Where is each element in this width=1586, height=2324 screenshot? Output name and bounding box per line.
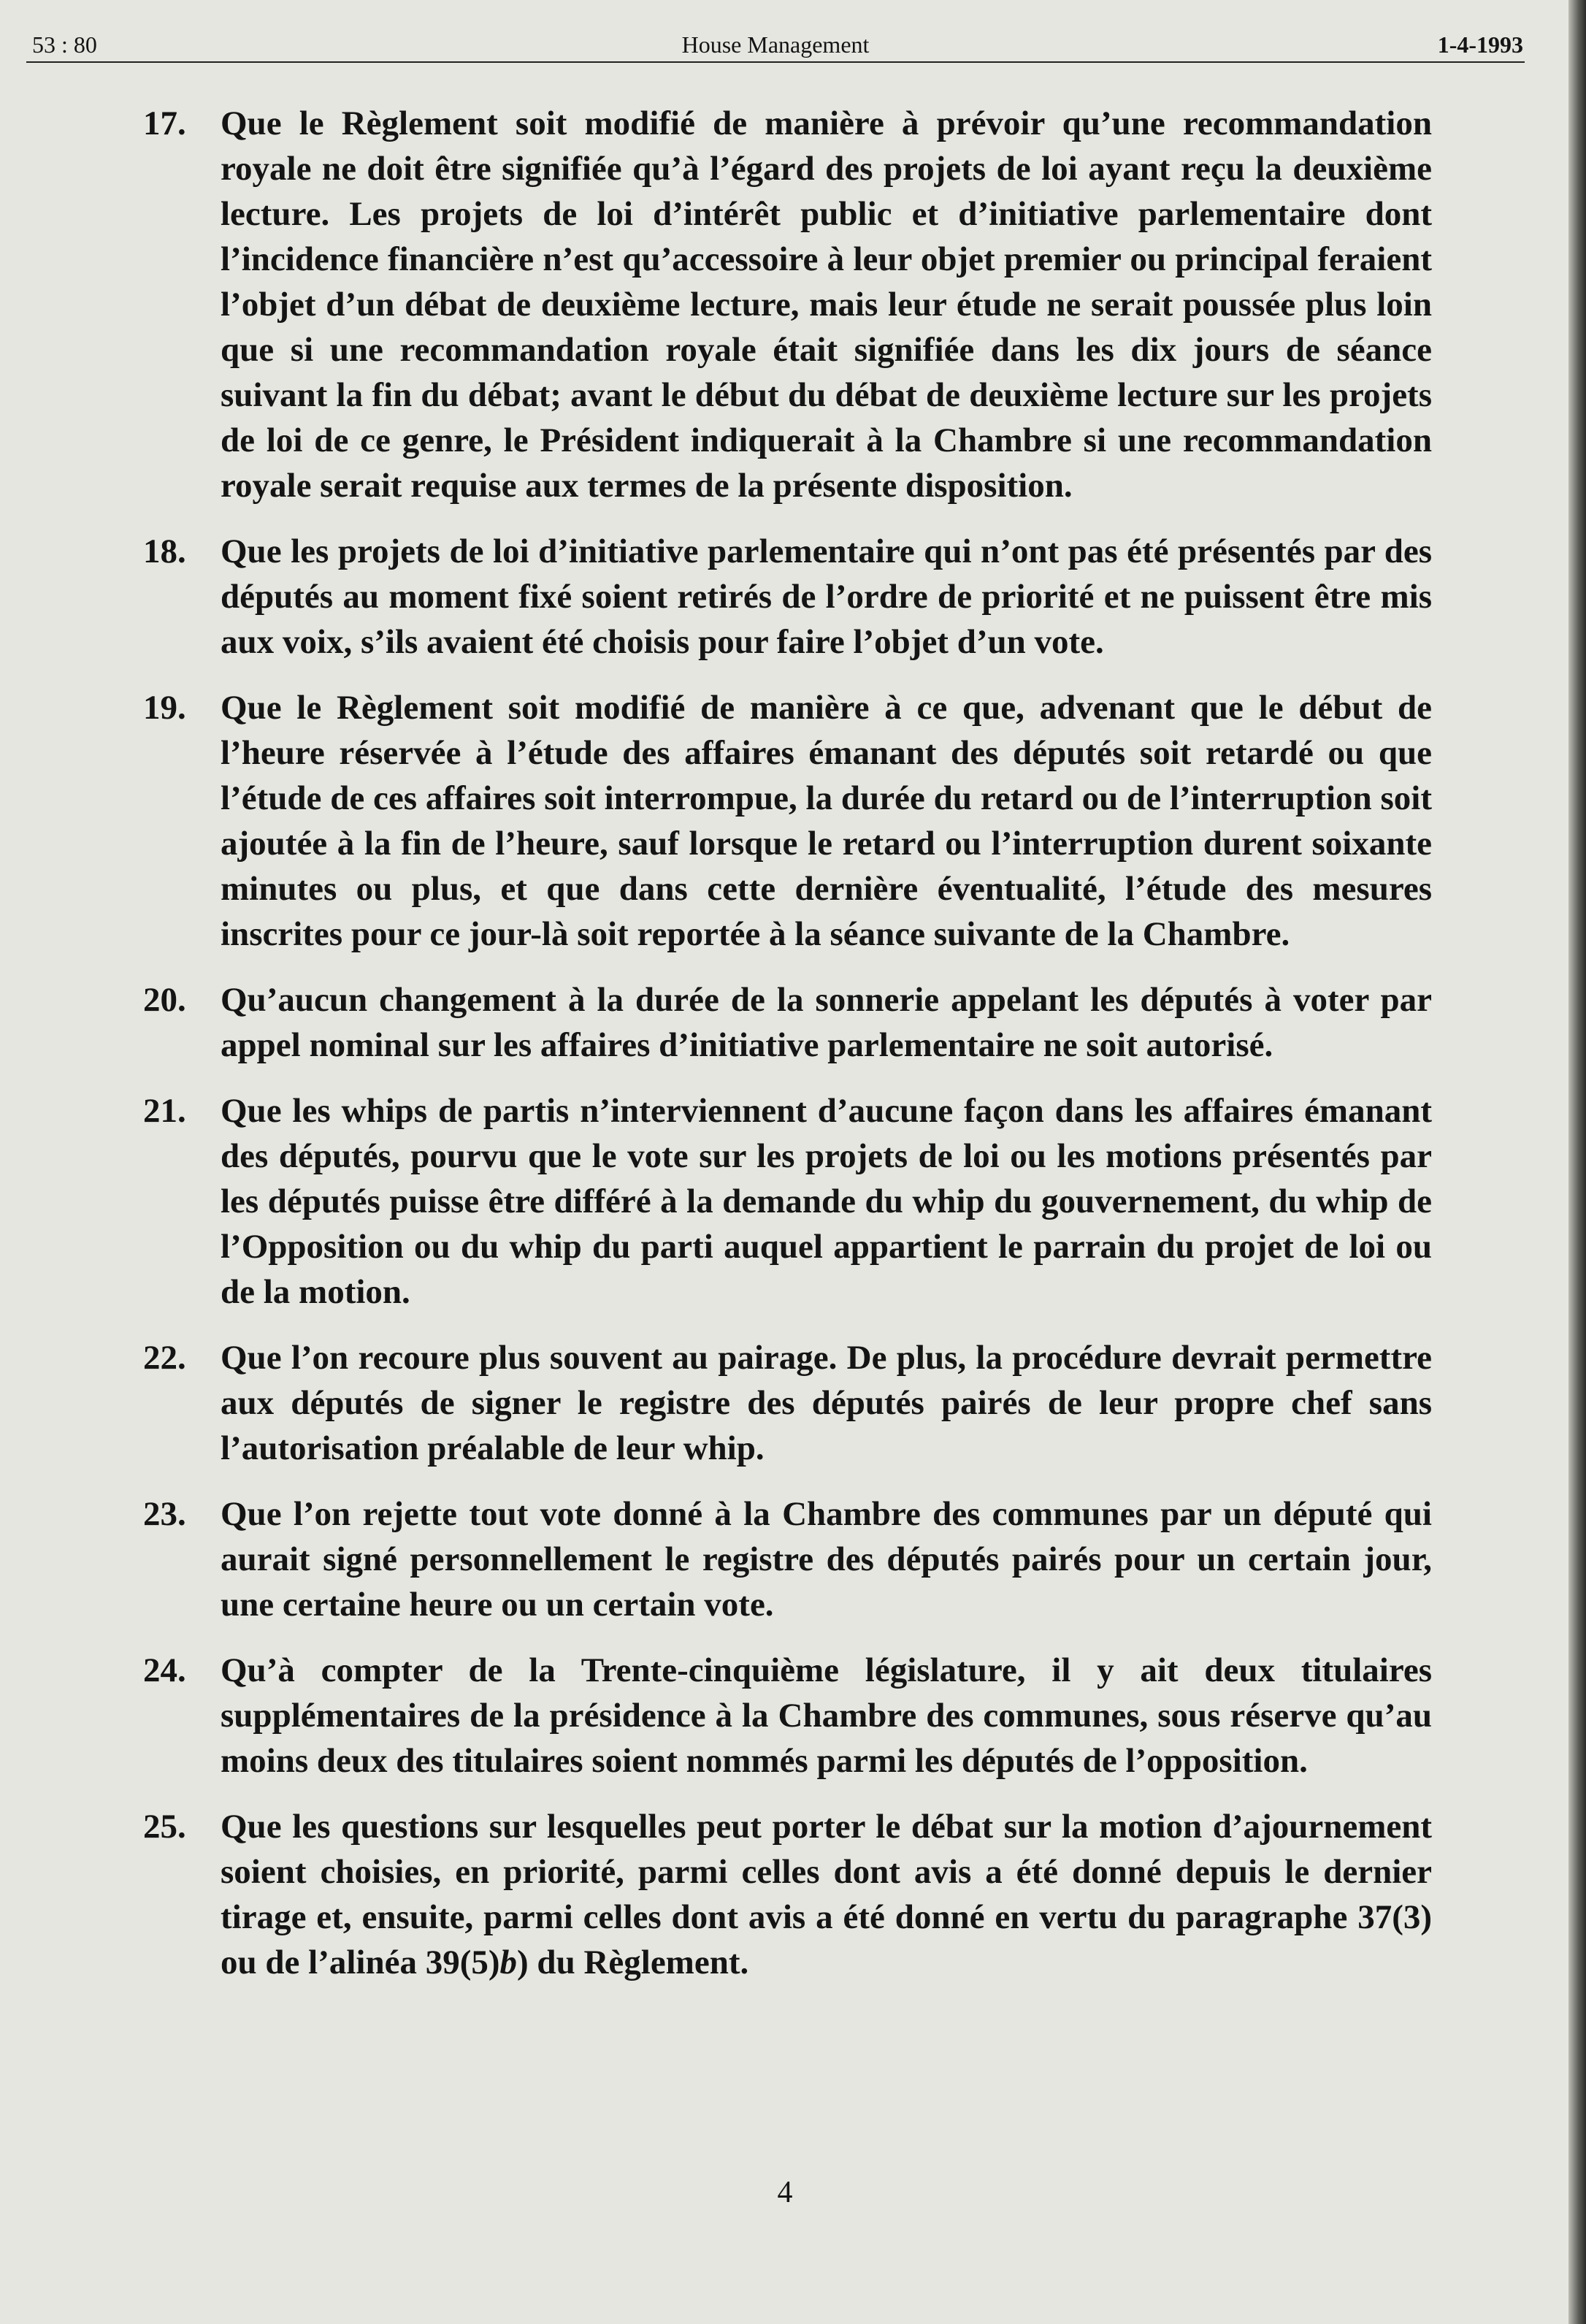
page-edge-shadow: [1568, 0, 1586, 2324]
item-number: 17.: [143, 104, 186, 142]
item-text: Qu’à compter de la Trente-cinquième législature, il y ait deux titulaires supplémentaires de la présidence à la Chambre des communes, sous réserve qu’au moins deux des titulaires soient nommés parmi les députés de l’opposition.: [221, 1651, 1432, 1780]
item-number: 20.: [143, 981, 186, 1019]
recommendation-17: [143, 101, 1432, 508]
recommendation-22: [143, 1335, 1432, 1471]
header-title: House Management: [681, 31, 870, 58]
recommendation-23: [143, 1491, 1432, 1627]
item-number: 21.: [143, 1092, 186, 1130]
item-number: 18.: [143, 532, 186, 570]
item-text: Que les projets de loi d’initiative parlementaire qui n’ont pas été présentés par des députés au moment fixé soient retirés de l’ordre de priorité et ne puissent être mis aux voix, s’ils avaient été choisis pour faire l’objet d’un vote.: [221, 532, 1432, 661]
recommendation-25: [143, 1804, 1432, 1985]
item-text: Que l’on recoure plus souvent au pairage. De plus, la procédure devrait permettre aux députés de signer le registre des députés pairés de leur propre chef sans l’autorisation préalable de leur whip.: [221, 1339, 1432, 1467]
item-text: Que les whips de partis n’interviennent d’aucune façon dans les affaires émanant des députés, pourvu que le vote sur les projets de loi ou les motions présentés par les députés puisse être différé à la demande du whip du gouvernement, du whip de l’Opposition ou du whip du parti auquel appartient le parrain du projet de loi ou de la motion.: [221, 1092, 1432, 1311]
item-text: Que l’on rejette tout vote donné à la Chambre des communes par un député qui aurait signé personnellement le registre des députés pairés pour un certain jour, une certaine heure ou un certain vote.: [221, 1495, 1432, 1624]
item-number: 22.: [143, 1339, 186, 1377]
page-header: [26, 28, 1525, 63]
item-number: 24.: [143, 1651, 186, 1689]
item-text-end: ) du Règlement.: [517, 1943, 749, 1981]
recommendation-19: [143, 685, 1432, 957]
item-number: 25.: [143, 1808, 186, 1846]
recommendation-20: [143, 977, 1432, 1068]
item-number: 19.: [143, 689, 186, 727]
item-text-main: Que les questions sur lesquelles peut porter le débat sur la motion d’ajournement soient choisies, en priorité, parmi celles dont avis a été donné depuis le dernier tirage et, ensuite, parmi celles dont avis a été donné en vertu du paragraphe 37(3) ou de l’alinéa 39(5): [221, 1808, 1432, 1981]
header-date: 1-4-1993: [1437, 31, 1523, 58]
recommendation-24: [143, 1648, 1432, 1784]
item-text: Que le Règlement soit modifié de manière à prévoir qu’une recommandation royale ne doit être signifiée qu’à l’égard des projets de loi ayant reçu la deuxième lecture. Les projets de loi d’intérêt public et d’initiative parlementaire dont l’incidence financière n’est qu’accessoire à leur objet premier ou principal feraient l’objet d’un débat de deuxième lecture, mais leur étude ne serait poussée plus loin que si une recommandation royale était signifiée dans les dix jours de séance suivant la fin du débat; avant le début du débat de deuxième lecture sur les projets de loi de ce genre, le Président indiquerait à la Chambre si une recommandation royale serait requise aux termes de la présente disposition.: [221, 104, 1432, 505]
item-text-italic: b: [499, 1943, 518, 1981]
recommendation-21: [143, 1088, 1432, 1315]
header-reference: 53 : 80: [32, 31, 97, 58]
item-text: Que le Règlement soit modifié de manière à ce que, advenant que le début de l’heure réservée à l’étude des affaires émanant des députés soit retardé ou que l’étude de ces affaires soit interrompue, la durée du retard ou de l’interruption soit ajoutée à la fin de l’heure, sauf lorsque le retard ou l’interruption durent soixante minutes ou plus, et que dans cette dernière éventualité, l’étude des mesures inscrites pour ce jour-là soit reportée à la séance suivante de la Chambre.: [221, 689, 1432, 953]
recommendation-18: [143, 529, 1432, 665]
page-number: 4: [777, 2176, 793, 2209]
item-number: 23.: [143, 1495, 186, 1533]
item-text: [221, 1804, 1432, 1985]
recommendations-list: [143, 101, 1432, 2006]
item-text: Qu’aucun changement à la durée de la sonnerie appelant les députés à voter par appel nominal sur les affaires d’initiative parlementaire ne soit autorisé.: [221, 981, 1432, 1064]
